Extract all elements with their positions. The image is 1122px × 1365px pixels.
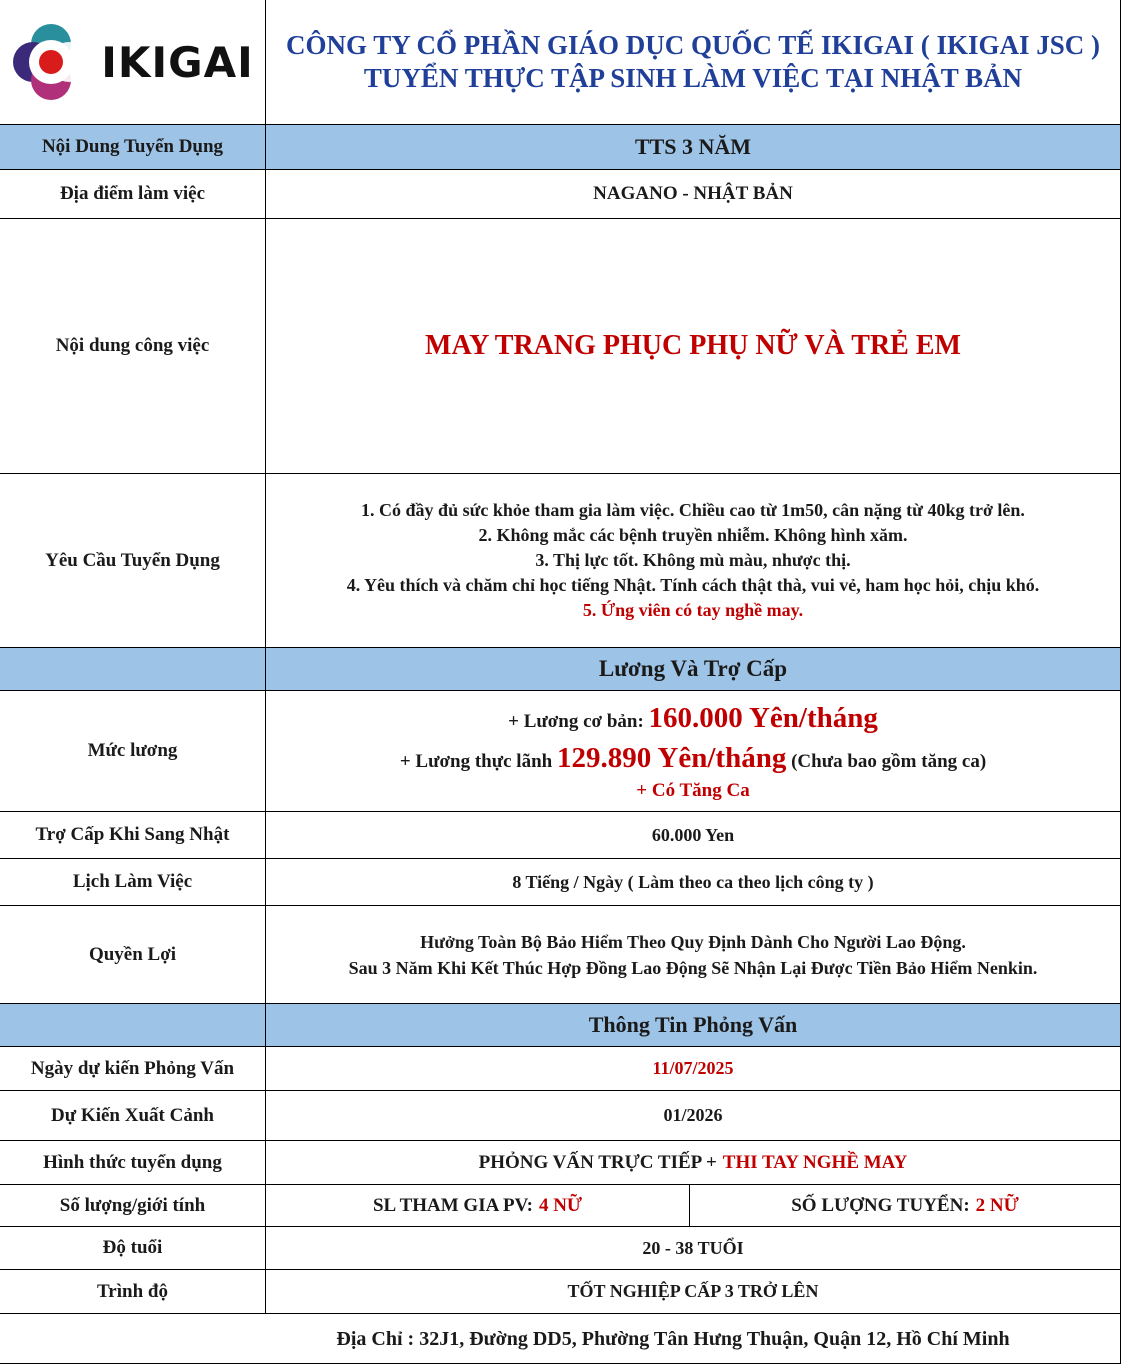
job-label: Nội dung công việc bbox=[0, 219, 266, 473]
quantity-interview-value: 4 NỮ bbox=[538, 1194, 583, 1216]
row-method bbox=[0, 1140, 1120, 1184]
allowance-value: 60.000 Yen bbox=[651, 824, 735, 845]
quantity-hire-value: 2 NỮ bbox=[975, 1194, 1019, 1216]
address: Địa Chỉ : 32J1, Đường DD5, Phường Tân Hưng Thuận, Quận 12, Hồ Chí Minh bbox=[336, 1327, 1010, 1350]
interview-section-header bbox=[0, 1003, 1120, 1046]
header bbox=[0, 0, 1120, 124]
benefits-line: Sau 3 Năm Khi Kết Thúc Hợp Đồng Lao Động Sẽ Nhận Lại Được Tiền Bảo Hiểm Nenkin. bbox=[348, 957, 1038, 978]
requirement-item: 2. Không mắc các bệnh truyền nhiễm. Không hình xăm. bbox=[478, 525, 908, 545]
salary-base bbox=[508, 700, 878, 740]
requirement-item: 3. Thị lực tốt. Không mù màu, nhược thị. bbox=[535, 550, 851, 570]
row-recruit bbox=[0, 124, 1120, 169]
salary-overtime: + Có Tăng Ca bbox=[636, 780, 750, 801]
requirement-item: 5. Ứng viên có tay nghề may. bbox=[582, 600, 804, 620]
salary-section-header bbox=[0, 647, 1120, 690]
row-salary bbox=[0, 690, 1120, 811]
method-value bbox=[266, 1141, 1120, 1184]
address-label-cell bbox=[0, 1314, 266, 1364]
header-title bbox=[266, 0, 1120, 124]
requirements-list bbox=[266, 474, 1120, 647]
row-interview-date bbox=[0, 1046, 1120, 1090]
row-departure bbox=[0, 1090, 1120, 1140]
row-requirements bbox=[0, 473, 1120, 647]
salary-base-value: 160.000 Yên/tháng bbox=[648, 702, 878, 734]
age-value: 20 - 38 TUỔI bbox=[642, 1237, 744, 1258]
benefits-value bbox=[266, 906, 1120, 1003]
quantity-interview-prefix: SL THAM GIA PV: bbox=[372, 1194, 533, 1216]
salary-details bbox=[266, 691, 1120, 811]
method-value-a: PHỎNG VẤN TRỰC TIẾP + bbox=[478, 1151, 717, 1173]
education-value: TỐT NGHIỆP CẤP 3 TRỞ LÊN bbox=[567, 1281, 819, 1301]
allowance-label: Trợ Cấp Khi Sang Nhật bbox=[0, 812, 266, 858]
row-quantity bbox=[0, 1184, 1120, 1226]
departure-value: 01/2026 bbox=[663, 1105, 723, 1125]
interview-section-label-cell bbox=[0, 1004, 266, 1046]
logo bbox=[0, 0, 266, 124]
schedule-label: Lịch Làm Việc bbox=[0, 859, 266, 905]
salary-section-title: Lương Và Trợ Cấp bbox=[598, 656, 788, 681]
salary-section-label-cell bbox=[0, 648, 266, 690]
recruit-label: Nội Dung Tuyển Dụng bbox=[0, 125, 266, 169]
row-education bbox=[0, 1269, 1120, 1313]
location-value: NAGANO - NHẬT BẢN bbox=[593, 183, 793, 204]
interview-section-title: Thông Tin Phỏng Vấn bbox=[588, 1012, 798, 1037]
requirement-item: 4. Yêu thích và chăm chỉ học tiếng Nhật. Tính cách thật thà, vui vẻ, ham học hỏi, chịu khó. bbox=[346, 575, 1040, 595]
interview-date-value: 11/07/2025 bbox=[652, 1058, 734, 1078]
salary-base-prefix: + Lương cơ bản: bbox=[508, 711, 644, 732]
logo-text: IKIGAI bbox=[101, 37, 254, 87]
quantity-values bbox=[266, 1185, 1120, 1226]
interview-date-label: Ngày dự kiến Phỏng Vấn bbox=[0, 1047, 266, 1090]
company-title: CÔNG TY CỔ PHẦN GIÁO DỤC QUỐC TẾ IKIGAI ( IKIGAI JSC ) bbox=[285, 30, 1101, 60]
row-address bbox=[0, 1313, 1120, 1364]
requirement-item: 1. Có đầy đủ sức khỏe tham gia làm việc. Chiều cao từ 1m50, cân nặng từ 40kg trở lên. bbox=[361, 500, 1025, 520]
age-label: Độ tuổi bbox=[0, 1227, 266, 1269]
education-label: Trình độ bbox=[0, 1270, 266, 1313]
row-job bbox=[0, 218, 1120, 473]
recruit-value: TTS 3 NĂM bbox=[266, 125, 1120, 169]
requirements-label: Yêu Cầu Tuyển Dụng bbox=[0, 474, 266, 647]
ikigai-logo-icon bbox=[11, 22, 91, 102]
salary-net-suffix: (Chưa bao gồm tăng ca) bbox=[791, 751, 987, 772]
quantity-hire bbox=[690, 1185, 1120, 1226]
quantity-label: Số lượng/giới tính bbox=[0, 1185, 266, 1226]
salary-net bbox=[400, 740, 986, 780]
schedule-value: 8 Tiếng / Ngày ( Làm theo ca theo lịch công ty ) bbox=[512, 871, 874, 892]
row-schedule bbox=[0, 858, 1120, 905]
row-location bbox=[0, 169, 1120, 218]
departure-label: Dự Kiến Xuất Cảnh bbox=[0, 1091, 266, 1140]
row-benefits bbox=[0, 905, 1120, 1003]
benefits-label: Quyền Lợi bbox=[0, 906, 266, 1003]
row-age bbox=[0, 1226, 1120, 1269]
salary-label: Mức lương bbox=[0, 691, 266, 811]
quantity-interview bbox=[266, 1185, 690, 1226]
salary-net-value: 129.890 Yên/tháng bbox=[556, 742, 787, 774]
quantity-hire-prefix: SỐ LƯỢNG TUYỂN: bbox=[791, 1194, 970, 1216]
benefits-line: Hưởng Toàn Bộ Bảo Hiểm Theo Quy Định Dành Cho Người Lao Động. bbox=[420, 931, 966, 952]
recruit-title: TUYỂN THỰC TẬP SINH LÀM VIỆC TẠI NHẬT BẢN bbox=[363, 63, 1023, 93]
job-value: MAY TRANG PHỤC PHỤ NỮ VÀ TRẺ EM bbox=[425, 330, 961, 361]
salary-net-prefix: + Lương thực lãnh bbox=[399, 751, 553, 772]
location-label: Địa điểm làm việc bbox=[0, 170, 266, 218]
method-value-b: THI TAY NGHỀ MAY bbox=[722, 1151, 908, 1173]
method-label: Hình thức tuyển dụng bbox=[0, 1141, 266, 1184]
row-allowance bbox=[0, 811, 1120, 858]
